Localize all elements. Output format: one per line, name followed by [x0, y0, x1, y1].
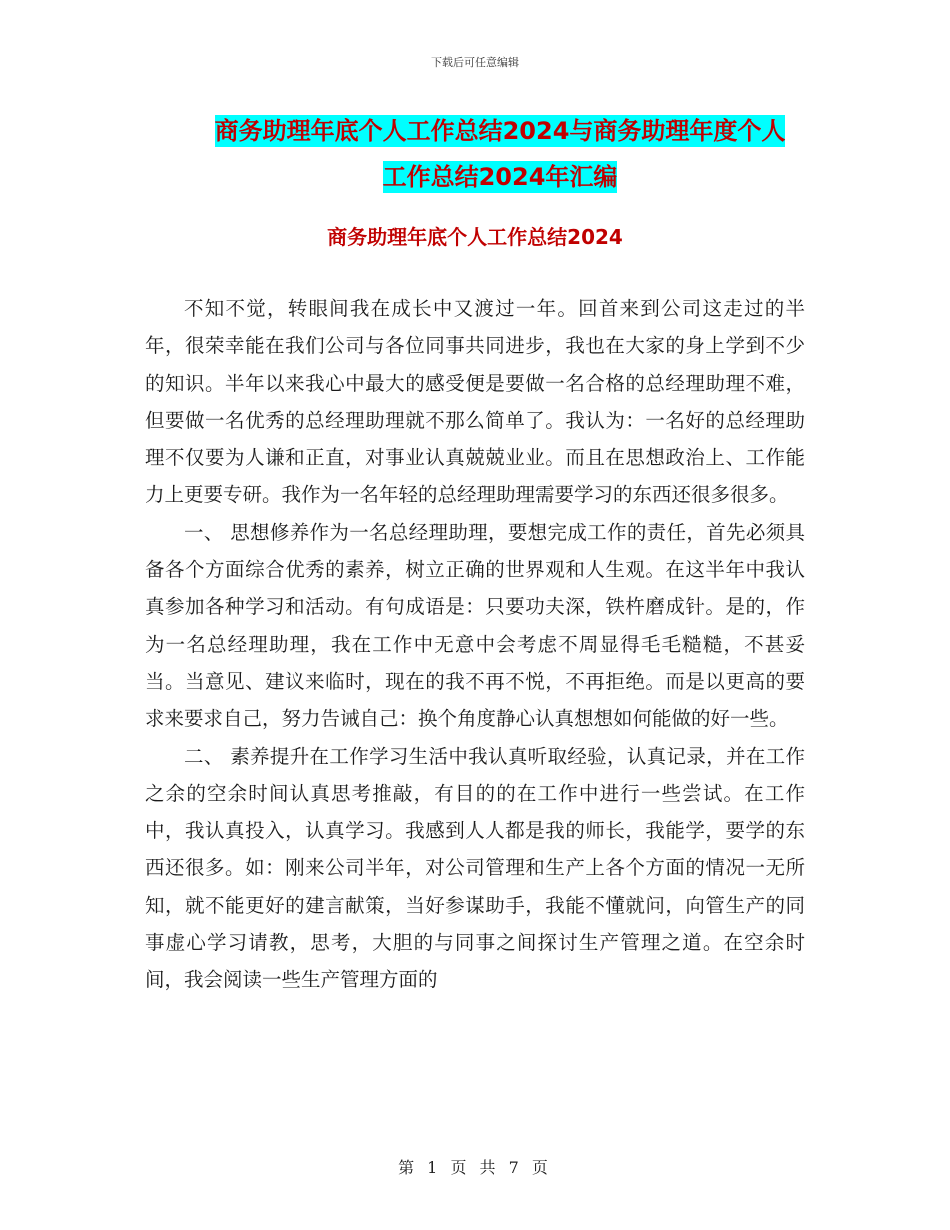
document-title-line-2: 工作总结2024年汇编 [382, 163, 618, 191]
page-footer: 第 1 页 共 7 页 [398, 1158, 552, 1177]
body-text [145, 290, 805, 999]
document-title [120, 108, 880, 200]
header-note: 下载后可任意编辑 [431, 56, 519, 69]
paragraph-section-2: 二、 素养提升在工作学习生活中我认真听取经验，认真记录，并在工作之余的空余时间认真思考推敲，有目的的在工作中进行一些尝试。在工作中，我认真投入，认真学习。我感到人人都是我的师长，我能学，要学的东西还很多。如：刚来公司半年，对公司管理和生产上各个方面的情况一无所知，就不能更好的建言献策，当好参谋助手，我能不懂就问，向管生产的同事虚心学习请教，思考，大胆的与同事之间探讨生产管理之道。在空余时间，我会阅读一些生产管理方面的 [145, 744, 805, 992]
paragraph-section-1: 一、 思想修养作为一名总经理助理，要想完成工作的责任，首先必须具备各个方面综合优秀的素养，树立正确的世界观和人生观。在这半年中我认真参加各种学习和活动。有句成语是：只要功夫深，铁杵磨成针。是的，作为一名总经理助理，我在工作中无意中会考虑不周显得毛毛糙糙，不甚妥当。当意见、建议来临时，现在的我不再不悦，不再拒绝。而是以更高的要求来要求自己，努力告诫自己：换个角度静心认真想想如何能做的好一些。 [145, 520, 805, 731]
section-title: 商务助理年底个人工作总结2024 [327, 225, 623, 249]
document-title-line-1: 商务助理年底个人工作总结2024与商务助理年度个人 [214, 117, 786, 145]
paragraph-intro: 不知不觉，转眼间我在成长中又渡过一年。回首来到公司这走过的半年，很荣幸能在我们公司与各位同事共同进步，我也在大家的身上学到不少的知识。半年以来我心中最大的感受便是要做一名合格的总经理助理不难，但要做一名优秀的总经理助理就不那么简单了。我认为：一名好的总经理助理不仅要为人谦和正直，对事业认真兢兢业业。而且在思想政治上、工作能力上更要专研。我作为一名年轻的总经理助理需要学习的东西还很多很多。 [145, 297, 805, 507]
